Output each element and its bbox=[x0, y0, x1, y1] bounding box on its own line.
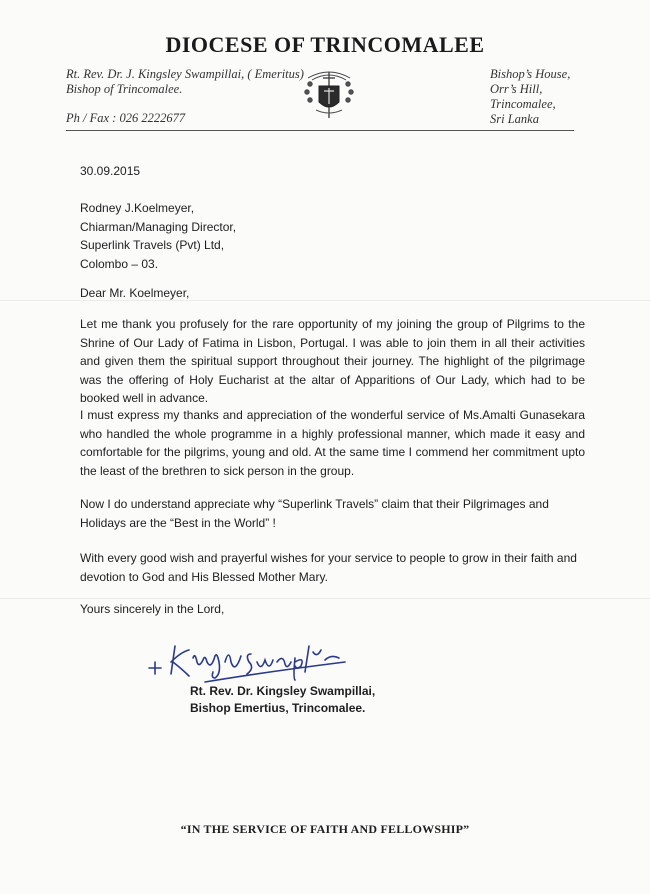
episcopal-coat-of-arms-icon bbox=[298, 64, 360, 124]
paper-fold bbox=[0, 598, 650, 599]
address-line: Orr’s Hill, bbox=[490, 82, 543, 96]
recipient-line: Chiarman/Managing Director, bbox=[80, 219, 237, 234]
address-line: Sri Lanka bbox=[490, 112, 539, 126]
sender-office: Bishop of Trincomalee. bbox=[66, 82, 183, 96]
recipient-line: Rodney J.Koelmeyer, bbox=[80, 201, 195, 215]
handwritten-signature bbox=[145, 632, 370, 684]
recipient-line: Colombo – 03. bbox=[80, 256, 159, 271]
letterhead-title: DIOCESE OF TRINCOMALEE bbox=[165, 32, 485, 57]
sender-name: Rt. Rev. Dr. J. Kingsley Swampillai, bbox=[66, 67, 245, 81]
closing: Yours sincerely in the Lord, bbox=[80, 602, 225, 616]
paragraph-thanks: Let me thank you profusely for the rare opportunity of my joining the group of Pilgrims to the Shrine of Our Lady of Fatima in Lisbon, Portugal. I was able to join them in all their activities and given them the spiritual support throughout their journey. The highlight of the pilgrimage was the offering of Holy Eucharist at the altar of Apparitions of Our Lady, which had to be booked well in advance. bbox=[80, 317, 585, 405]
paragraph-endorsement: Now I do understand appreciate why “Superlink Travels” claim that their Pilgrimages and Holidays are the “Best in the World” ! bbox=[80, 497, 549, 530]
letterhead-divider bbox=[66, 130, 574, 131]
paragraph-wishes: With every good wish and prayerful wishes for your service to people to grow in their faith and devotion to God and His Blessed Mother Mary. bbox=[80, 551, 577, 584]
signatory-title: Bishop Emertius, Trincomalee. bbox=[190, 701, 366, 715]
signatory-name: Rt. Rev. Dr. Kingsley Swampillai, bbox=[190, 684, 376, 698]
signatory-block bbox=[190, 683, 375, 717]
salutation: Dear Mr. Koelmeyer, bbox=[80, 286, 190, 300]
address-line: Trincomalee, bbox=[490, 97, 556, 111]
phone-fax: Ph / Fax : 026 2222677 bbox=[66, 111, 186, 125]
recipient-block bbox=[80, 199, 585, 273]
footer-motto: “IN THE SERVICE OF FAITH AND FELLOWSHIP” bbox=[180, 822, 470, 836]
address-block bbox=[490, 67, 570, 127]
paragraph-appreciation: I must express my thanks and appreciation of the wonderful service of Ms.Amalti Gunasekara who handled the whole programme in a highly professional manner, which made it easy and comfortable for the pilgrims, young and old. At the same time I commend her commitment upto the least of the brethren to sick person in the group. bbox=[80, 408, 585, 478]
recipient-line: Superlink Travels (Pvt) Ltd, bbox=[80, 238, 225, 252]
emeritus-note: ( Emeritus) bbox=[247, 67, 304, 81]
sender-block bbox=[66, 67, 304, 97]
address-line: Bishop’s House, bbox=[490, 67, 571, 81]
letter-date: 30.09.2015 bbox=[80, 164, 141, 178]
